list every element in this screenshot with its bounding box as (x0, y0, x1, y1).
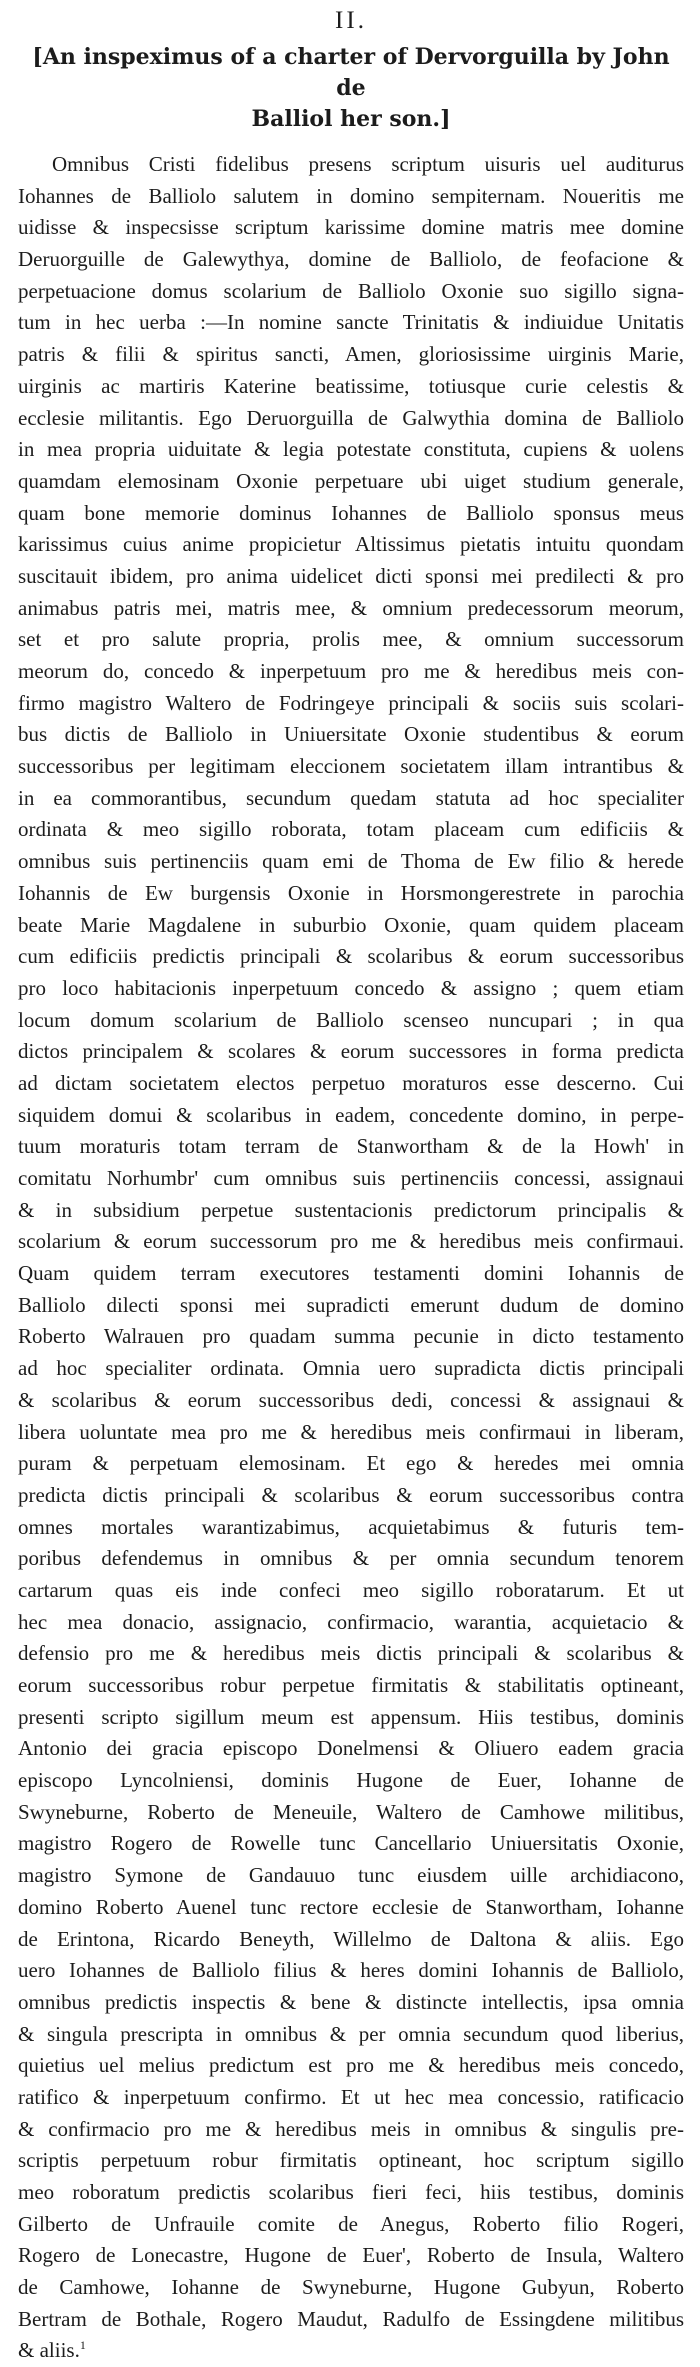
text-line: Antonio dei gracia episcopo Donelmensi & Oliuero eadem gracia (18, 1736, 684, 1761)
heading-line: Balliol her son.] (251, 106, 451, 132)
text-line: siquidem domui & scolaribus in eadem, concedente domino, in perpe- (18, 1102, 684, 1127)
text-line: cum edificiis predictis principali & scolaribus & eorum successoribus (18, 944, 684, 969)
text-line: dictos principalem & scolares & eorum successores in forma predicta (18, 1039, 684, 1064)
text-line: quam bone memorie dominus Iohannes de Balliolo sponsus meus (18, 500, 684, 525)
text-line: Deruorguille de Galewythya, domine de Balliolo, de feofacione & (18, 247, 684, 272)
footnote-marker: 1 (79, 2338, 86, 2353)
text-line: patris & filii & spiritus sancti, Amen, gloriosissime uirginis Marie, (18, 342, 684, 367)
text-line: uero Iohannes de Balliolo filius & heres domini Iohannis de Balliolo, (18, 1958, 684, 1983)
document-heading (18, 42, 684, 135)
text-line: & in subsidium perpetue sustentacionis predictorum principalis & (18, 1197, 684, 1222)
text-line: in ea commorantibus, secundum quedam statuta ad hoc specialiter (18, 785, 684, 810)
text-line: tuum moraturis totam terram de Stanwortham & de la Howh' in (18, 1134, 684, 1159)
text-line: presenti scripto sigillum meum est appensum. Hiis testibus, dominis (18, 1704, 684, 1729)
text-line: Gilberto de Unfrauile comite de Anegus, Roberto filio Rogeri, (18, 2211, 684, 2236)
text-line: successoribus per legitimam eleccionem societatem illam intrantibus & (18, 754, 684, 779)
text-line: libera uoluntate mea pro me & heredibus meis confirmaui in liberam, (18, 1419, 684, 1444)
text-line: set et pro salute propria, prolis mee, & omnium successorum (18, 627, 684, 652)
text-line: animabus patris mei, matris mee, & omnium predecessorum meorum, (18, 595, 684, 620)
text-line: domino Roberto Auenel tunc rectore ecclesie de Stanwortham, Iohanne (18, 1894, 684, 1919)
text-line: de Camhowe, Iohanne de Swyneburne, Hugone Gubyun, Roberto (18, 2275, 684, 2300)
text-line: magistro Rogero de Rowelle tunc Cancellario Uniuersitatis Oxonie, (18, 1831, 684, 1856)
text-line: quietius uel melius predictum est pro me & heredibus meis concedo, (18, 2053, 684, 2078)
text-line: scriptis perpetuum robur firmitatis optineant, hoc scriptum sigillo (18, 2148, 684, 2173)
text-line: Omnibus Cristi fidelibus presens scriptum uisuris uel auditurus (52, 152, 684, 176)
text-line: puram & perpetuam elemosinam. Et ego & heredes mei omnia (18, 1451, 684, 1476)
text-line: magistro Symone de Gandauuo tunc eiusdem uille archidiacono, (18, 1863, 684, 1888)
text-line: meorum do, concedo & inperpetuum pro me & heredibus meis con- (18, 659, 684, 683)
text-line: ad hoc specialiter ordinata. Omnia uero supradicta dictis principali (18, 1356, 684, 1381)
text-line: karissimus cuius anime propicietur Altissimus pietatis intuitu quondam (18, 532, 684, 557)
section-numeral: II. (335, 7, 367, 34)
text-line: poribus defendemus in omnibus & per omnia secundum tenorem (18, 1546, 684, 1571)
text-line: de Erintona, Ricardo Beneyth, Willelmo de Daltona & aliis. Ego (18, 1926, 684, 1951)
text-line: tum in hec uerba :—In nomine sancte Trinitatis & indiuidue Unitatis (18, 310, 684, 335)
text-line: Bertram de Bothale, Rogero Maudut, Radulfo de Essingdene militibus (18, 2306, 684, 2331)
text-line: uirginis ac martiris Katerine beatissime, totiusque curie celestis & (18, 373, 684, 398)
text-line: firmo magistro Waltero de Fodringeye principali & sociis suis scolari- (18, 690, 684, 715)
text-line: locum domum scolarium de Balliolo scenseo nuncupari ; in qua (18, 1007, 684, 1032)
text-line: cartarum quas eis inde confeci meo sigillo roboratarum. Et ut (18, 1577, 684, 1602)
text-line: scolarium & eorum successorum pro me & heredibus meis confirmaui. (18, 1229, 684, 1254)
charter-text (18, 149, 684, 2367)
text-line: meo roboratum predictis scolaribus fieri feci, hiis testibus, dominis (18, 2180, 684, 2204)
text-line: Balliolo dilecti sponsi mei supradicti emerunt dudum de domino (18, 1292, 684, 1317)
text-line: in mea propria uiduitate & legia potestate constituta, cupiens & uolens (18, 437, 684, 462)
text-line: predicta dictis principali & scolaribus & eorum successoribus contra (18, 1482, 684, 1507)
text-line: Iohannis de Ew burgensis Oxonie in Horsmongerestrete in parochia (18, 880, 684, 905)
text-line: ratifico & inperpetuum confirmo. Et ut hec mea concessio, ratificacio (18, 2084, 684, 2109)
text-line: omnibus predictis inspectis & bene & distincte intellectis, ipsa omnia (18, 1989, 684, 2014)
text-line: uidisse & inspecsisse scriptum karissime domine matris mee domine (18, 215, 684, 240)
text-line: episcopo Lyncolniensi, dominis Hugone de Euer, Iohanne de (18, 1768, 684, 1793)
text-line: beate Marie Magdalene in suburbio Oxonie, quam quidem placeam (18, 912, 684, 937)
text-line: eorum successoribus robur perpetue firmitatis & stabilitatis optineant, (18, 1673, 684, 1697)
text-line: ordinata & meo sigillo roborata, totam placeam cum edificiis & (18, 817, 684, 842)
text-line: omnes mortales warantizabimus, acquietabimus & futuris tem- (18, 1514, 684, 1539)
text-line: quamdam elemosinam Oxonie perpetuare ubi uiget studium generale, (18, 468, 684, 493)
text-line: ecclesie militantis. Ego Deruorguilla de Galwythia domina de Balliolo (18, 405, 684, 430)
text-line: Swyneburne, Roberto de Meneuile, Waltero de Camhowe militibus, (18, 1799, 684, 1824)
text-line: perpetuacione domus scolarium de Balliolo Oxonie suo sigillo signa- (18, 278, 684, 303)
text-line: & confirmacio pro me & heredibus meis in omnibus & singulis pre- (18, 2116, 684, 2141)
text-line: suscitauit ibidem, pro anima uidelicet dicti sponsi mei predilecti & pro (18, 563, 684, 588)
text-line: pro loco habitacionis inperpetuum concedo & assigno ; quem etiam (18, 975, 684, 1000)
text-line: Roberto Walrauen pro quadam summa pecunie in dicto testamento (18, 1324, 684, 1349)
text-line: & scolaribus & eorum successoribus dedi, concessi & assignaui & (18, 1387, 684, 1412)
text-line: omnibus suis pertinenciis quam emi de Thoma de Ew filio & herede (18, 849, 684, 874)
text-line: Rogero de Lonecastre, Hugone de Euer', Roberto de Insula, Waltero (18, 2243, 684, 2268)
text-line: ad dictam societatem electos perpetuo moraturos esse descerno. Cui (18, 1070, 684, 1095)
text-line: & aliis. (18, 2338, 80, 2363)
text-line: bus dictis de Balliolo in Uniuersitate Oxonie studentibus & eorum (18, 722, 684, 747)
text-line: defensio pro me & heredibus meis dictis principali & scolaribus & (18, 1641, 684, 1666)
text-line: comitatu Norhumbr' cum omnibus suis pertinenciis concessi, assignaui (18, 1166, 684, 1190)
text-line: & singula prescripta in omnibus & per omnia secundum quod liberius, (18, 2021, 684, 2046)
text-line-final (18, 2335, 684, 2367)
text-line: hec mea donacio, assignacio, confirmacio, warantia, acquietacio & (18, 1609, 684, 1634)
text-line: Iohannes de Balliolo salutem in domino sempiternam. Noueritis me (18, 183, 684, 208)
heading-line: [An inspeximus of a charter of Dervorguilla by John de (32, 44, 670, 101)
text-line: Quam quidem terram executores testamenti domini Iohannis de (18, 1261, 684, 1286)
